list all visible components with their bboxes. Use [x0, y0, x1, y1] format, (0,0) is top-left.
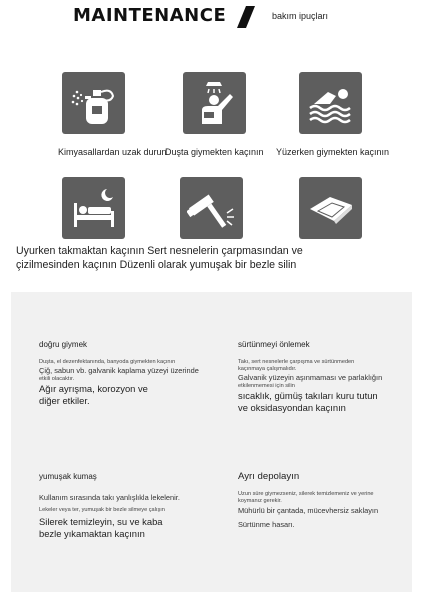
section-small-text: Lekeler veya ter, yumuşak bir bezle silmeye çalışın: [39, 507, 165, 513]
caption-shower: Duşta giymekten kaçının: [165, 147, 264, 157]
perfume-bottle-icon: [62, 72, 125, 134]
section-big-text: Ağır ayrışma, korozyon ve: [39, 383, 148, 394]
section-big-text: diğer etkiler.: [39, 395, 90, 406]
section-mid-text: Galvanik yüzeyin aşınmaması ve parlaklığın: [238, 373, 383, 382]
section-small-text: Takı, sert nesnelerle çarpışma ve sürtünmeden: [238, 359, 355, 365]
section-avoid-friction: [238, 340, 408, 414]
section-heading: sürtünmeyi önlemek: [238, 340, 310, 349]
header: [0, 0, 424, 40]
section-mid-text: Kullanım sırasında takı yanlışlıkla lekelenir.: [39, 493, 180, 502]
section-mid-text: Çiğ, sabun vb. galvanik kaplama yüzeyi üzerinde: [39, 366, 199, 375]
shower-icon: [183, 72, 246, 134]
hammer-icon: [180, 177, 243, 239]
section-small-text: koymanız gerekir.: [238, 498, 282, 504]
page-title: MAINTENANCE: [73, 5, 227, 26]
section-big-text: sıcaklık, gümüş takıları kuru tutun: [238, 390, 378, 401]
caption-swimming: Yüzerken giymekten kaçının: [276, 147, 390, 157]
page-subtitle: bakım ipuçları: [272, 11, 329, 21]
sleeping-bed-icon: [62, 177, 125, 239]
section-big-text: ve oksidasyondan kaçının: [238, 402, 346, 413]
care-instructions-panel: [11, 292, 412, 592]
section-small-text: kaçınmaya çalışmalıdır.: [238, 366, 297, 372]
caption-chemicals: Kimyasallardan uzak durun: [58, 147, 167, 157]
section-small-text: Duşta, el dezenfektanında, banyoda giymekten kaçının: [39, 359, 176, 365]
section-heading: yumuşak kumaş: [39, 472, 97, 481]
section-mid-text: Sürtünme hasarı.: [238, 520, 295, 529]
section-small-text: etkilenmemesi için silin: [238, 383, 295, 389]
row2-text-line1: Uyurken takmaktan kaçının Sert nesnelerin çarpmasından ve: [16, 245, 303, 257]
section-big-text: Silerek temizleyin, su ve kaba: [39, 516, 163, 527]
section-mid-text: Mühürlü bir çantada, mücevhersiz saklayın: [238, 506, 379, 515]
section-heading: doğru giymek: [39, 340, 88, 349]
section-small-text: etkili olacaktır.: [39, 376, 75, 382]
section-small-text: Uzun süre giymezseniz, silerek temizlemeniz ve yerine: [238, 491, 374, 497]
section-soft-cloth: [39, 472, 229, 540]
section-store-separately: [238, 471, 408, 530]
section-correct-wearing: [39, 340, 219, 407]
slash-mark-icon: [236, 5, 256, 29]
section-heading: Ayrı depolayın: [238, 471, 300, 482]
row2-text-line2: çizilmesinden kaçının Düzenli olarak yumuşak bir bezle silin: [16, 259, 297, 271]
swimming-icon: [299, 72, 362, 134]
section-big-text: bezle yıkamaktan kaçının: [39, 528, 145, 539]
cloth-icon: [299, 177, 362, 239]
